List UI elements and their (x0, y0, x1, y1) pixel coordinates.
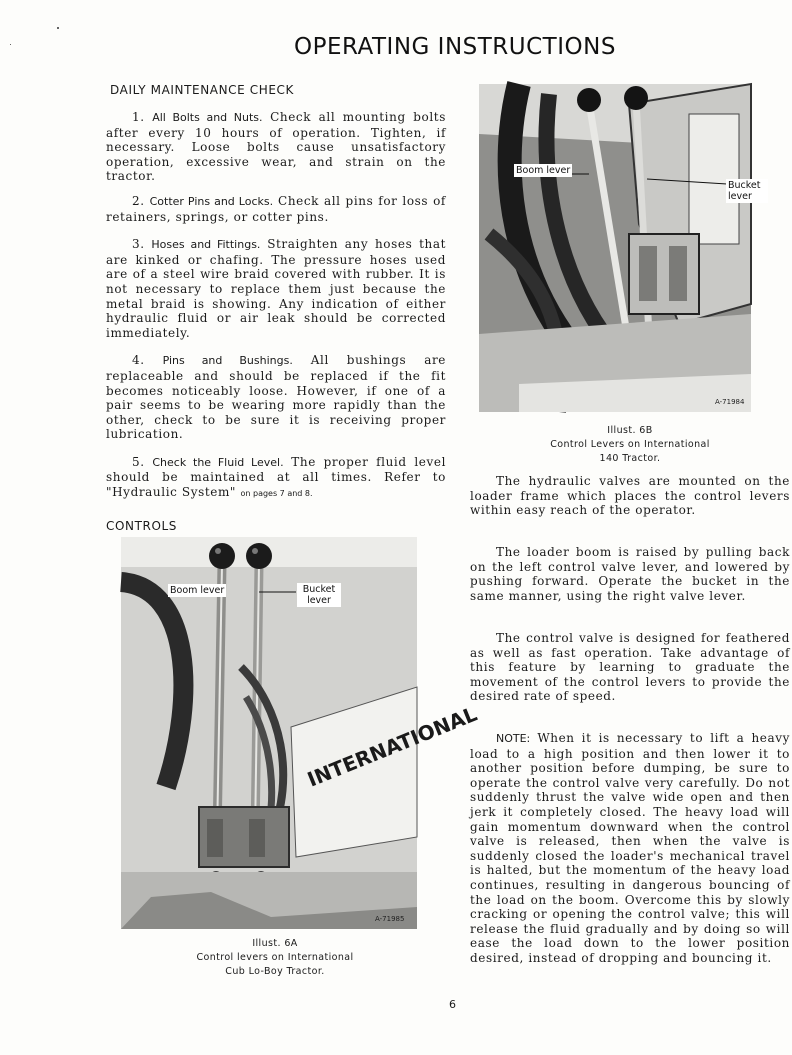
item-body: The proper fluid level should be maintained at all times. Refer to "Hydraulic System" (106, 454, 447, 500)
boom-lever-label: Boom lever (516, 165, 571, 176)
right-paragraph-2: The loader boom is raised by pulling back on the left control valve lever, and lowered by pushing forward. Operate the bucket in the same manner, using the right valve lever. (470, 545, 790, 603)
brand-text: INTERNATIONAL (303, 701, 481, 792)
item-lead: Cotter Pins and Locks. (149, 194, 274, 208)
page-number: 6 (449, 998, 456, 1011)
photo-code: A-71985 (375, 915, 405, 923)
maintenance-item-5 (106, 455, 446, 502)
daily-maintenance-heading: DAILY MAINTENANCE CHECK (110, 83, 294, 97)
controls-heading: CONTROLS (106, 519, 178, 533)
maintenance-item-4 (106, 353, 446, 442)
note-label: NOTE: (496, 732, 531, 745)
right-paragraph-1: The hydraulic valves are mounted on the loader frame which places the control levers within easy reach of the operator. (470, 474, 790, 518)
item-body: All bushings are replaceable and should be replaced if the fit becomes noticeably loose. However, if one of a pair seems to be wearing more rapidly than the other, check to be sure it is receiving proper lubrication. (106, 353, 446, 442)
item-body: Check all pins for loss of retainers, springs, or cotter pins. (106, 193, 446, 224)
item-lead: All Bolts and Nuts. (152, 111, 263, 124)
item-lead: Hoses and Fittings. (151, 238, 261, 252)
item-number: 5. (132, 454, 145, 469)
bucket-lever-label: Bucket lever (726, 179, 768, 203)
item-number: 4. (132, 353, 145, 368)
caption-line: Control levers on International (196, 952, 354, 963)
item-number: 1. (132, 110, 145, 124)
bucket-lever-label: Bucket lever (297, 583, 341, 607)
item-body: Straighten any hoses that are kinked or chafing. The pressure hoses used are of a steel wire braid covered with rubber. It is not necessary to replace them just because the metal braid is showing. Any indication of either hydraulic fluid or air leak should be corrected immediately. (106, 237, 447, 340)
photo-code: A-71984 (715, 398, 745, 406)
illust-6b-photo (479, 84, 761, 412)
lever-photo-6a (121, 537, 481, 929)
maintenance-item-3 (106, 237, 446, 340)
caption-line: Illust. 6A (252, 938, 298, 949)
note-paragraph (470, 731, 790, 966)
item-lead: Check the Fluid Level. (152, 455, 284, 469)
caption-line: Control Levers on International (550, 439, 710, 450)
maintenance-item-1 (106, 110, 446, 184)
maintenance-item-2 (106, 194, 446, 224)
maintenance-list (106, 110, 446, 502)
caption-line: Illust. 6B (607, 425, 653, 436)
item-number: 2. (132, 193, 145, 208)
boom-lever-label: Boom lever (170, 585, 225, 596)
item-lead: Pins and Bushings. (162, 354, 293, 368)
illust-6a-photo (121, 537, 481, 929)
item-number: 3. (132, 237, 145, 252)
item-body: Check all mounting bolts after every 10 hours of operation. Tighten, if necessary. Loose bolts cause unsatisfactory operation, excessive wear, and strain on the tractor. (106, 110, 446, 184)
scan-speck (57, 27, 59, 29)
right-paragraph-3: The control valve is designed for feathered as well as fast operation. Take advantage of this feature by learning to graduate the movement of the control levers to provide the desired rate of speed. (470, 631, 790, 704)
caption-line: Cub Lo-Boy Tractor. (225, 966, 325, 977)
scan-speck (10, 44, 11, 45)
page-reference: on pages 7 and 8. (240, 489, 313, 499)
illust-6a-caption (170, 937, 380, 979)
illust-6b-caption (530, 424, 730, 466)
page-title: OPERATING INSTRUCTIONS (294, 34, 616, 60)
note-body: When it is necessary to lift a heavy load to a high position and then lower it to another position before dumping, be sure to operate the control valve very carefully. Do not suddenly thrust the valve wide open and then jerk it completely closed. The heavy load will gain momentum downward when the control valve is released, then when the valve is suddenly closed the loader's mechanical travel is halted, but the momentum of the heavy load continues, resulting in dangerous bouncing of the load on the boom. Overcome this by slowly cracking or opening the control valve; this will release the fluid gradually and by doing so will ease the load down to the lower position desired, instead of dropping and bouncing it. (470, 731, 790, 965)
lever-photo-6b (479, 84, 751, 412)
caption-line: 140 Tractor. (599, 453, 661, 464)
